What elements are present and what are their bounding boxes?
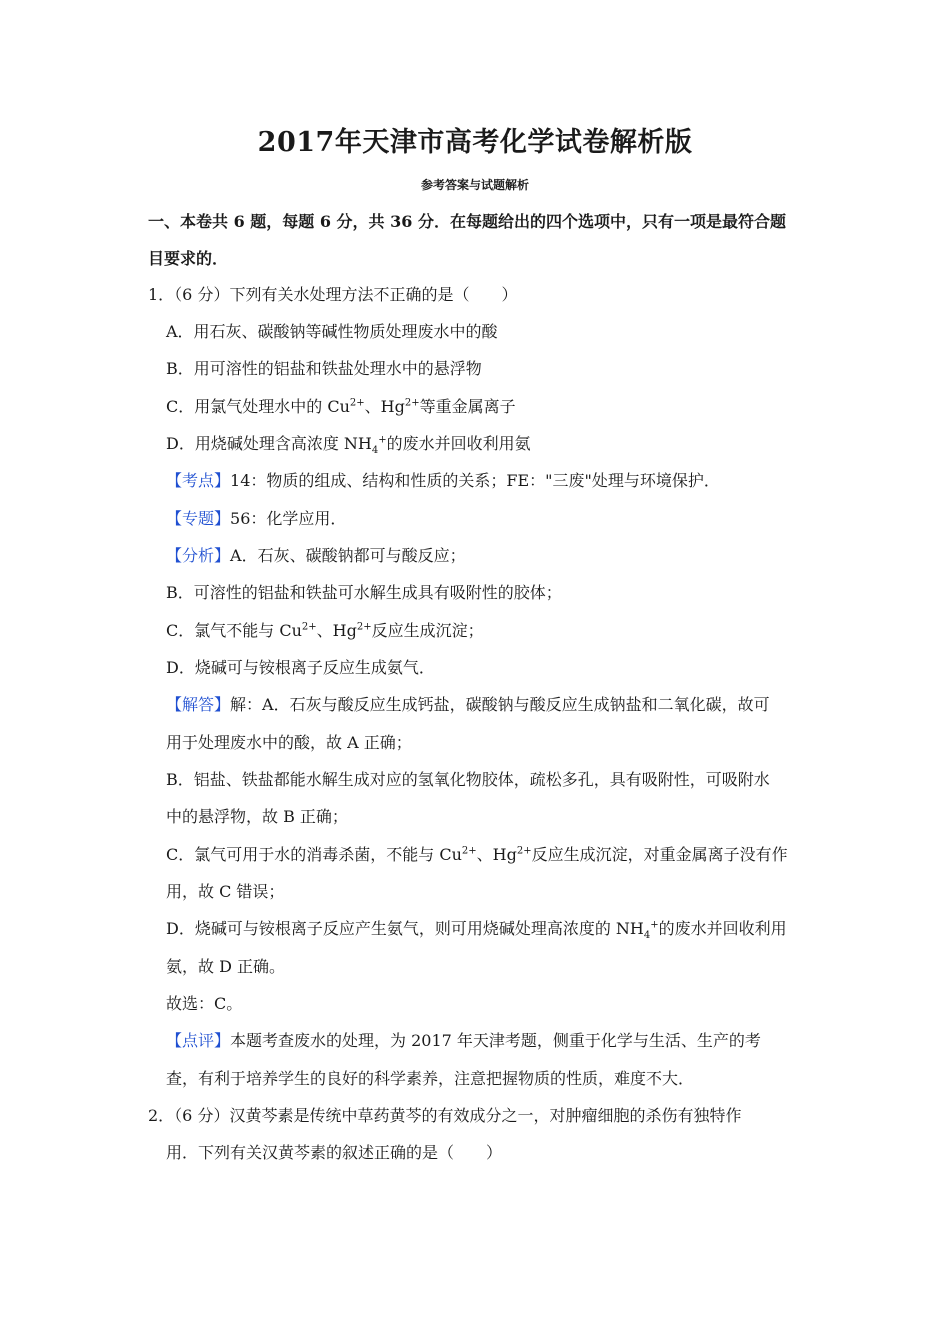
jieda-c1-text-3: 反应生成沉淀，对重金属离子没有作 [531, 845, 788, 864]
fenxi-c-text-1: C．氯气不能与 Cu [166, 621, 302, 640]
option-d-subscript: 4 [371, 445, 379, 457]
jieda-line-1 [166, 694, 770, 716]
jieda-c2: 用，故 C 错误； [166, 882, 285, 901]
jieda-d1-text-1: D．烧碱可与铵根离子反应产生氨气，则可用烧碱处理高浓度的 NH [166, 919, 644, 938]
kaodian-text: 14：物质的组成、结构和性质的关系；FE："三废"处理与环境保护． [230, 471, 720, 490]
option-d-text-2: 的废水并回收利用氨 [386, 434, 531, 453]
jieda-b1: B．铝盐、铁盐都能水解生成对应的氢氧化物胶体，疏松多孔，具有吸附性，可吸附水 [166, 770, 770, 789]
zhuanti-tag: 【专题】 [166, 509, 231, 528]
question-1-stem: 1．（6 分）下列有关水处理方法不正确的是（ ） [148, 285, 518, 304]
jieda-c1-text-2: 、Hg [476, 845, 517, 864]
option-c-text-1: C．用氯气处理水中的 Cu [166, 397, 350, 416]
document-title: 2017年天津市高考化学试卷解析版 [257, 127, 693, 158]
jieda-b2: 中的悬浮物，故 B 正确； [166, 807, 348, 826]
guxuan-line: 故选：C。 [166, 994, 243, 1013]
jieda-a1: 解：A．石灰与酸反应生成钙盐，碳酸钠与酸反应生成钠盐和二氧化碳，故可 [230, 695, 770, 714]
fenxi-c-text-2: 、Hg [316, 621, 357, 640]
fenxi-c-charge-1: 2+ [301, 621, 317, 633]
zhuanti-text: 56：化学应用． [230, 509, 347, 528]
kaodian-line [166, 470, 720, 492]
kaodian-tag: 【考点】 [166, 471, 231, 490]
fenxi-c [166, 620, 484, 642]
question-2-stem-1: 2．（6 分）汉黄芩素是传统中草药黄芩的有效成分之一，对肿瘤细胞的杀伤有独特作 [148, 1106, 742, 1125]
jieda-d2: 氨，故 D 正确。 [166, 957, 286, 976]
option-c-charge-1: 2+ [349, 397, 365, 409]
option-d-charge: + [378, 434, 387, 446]
jieda-d1-charge: + [650, 919, 659, 931]
jieda-c1-charge-2: 2+ [516, 845, 532, 857]
option-d-text-1: D．用烧碱处理含高浓度 NH [166, 434, 372, 453]
dianping-1: 本题考查废水的处理，为 2017 年天津考题，侧重于化学与生活、生产的考 [230, 1031, 761, 1050]
section-header-line-1: 一、本卷共 6 题，每题 6 分，共 36 分．在每题给出的四个选项中，只有一项是最符合题 [148, 212, 786, 231]
question-1-option-d [166, 433, 531, 455]
option-c-text-2: 、Hg [364, 397, 405, 416]
document-subtitle: 参考答案与试题解析 [420, 178, 529, 192]
fenxi-d: D．烧碱可与铵根离子反应生成氨气． [166, 658, 435, 677]
fenxi-line [166, 545, 466, 567]
dianping-tag: 【点评】 [166, 1031, 231, 1050]
dianping-2: 查，有利于培养学生的良好的科学素养，注意把握物质的性质，难度不大． [166, 1069, 695, 1088]
fenxi-a: A．石灰、碳酸钠都可与酸反应； [230, 546, 466, 565]
fenxi-b: B．可溶性的铝盐和铁盐可水解生成具有吸附性的胶体； [166, 583, 562, 602]
fenxi-c-text-3: 反应生成沉淀； [371, 621, 484, 640]
jieda-a2: 用于处理废水中的酸，故 A 正确； [166, 733, 412, 752]
jieda-c1-charge-1: 2+ [461, 845, 477, 857]
fenxi-c-charge-2: 2+ [356, 621, 372, 633]
jieda-c1-text-1: C．氯气可用于水的消毒杀菌，不能与 Cu [166, 845, 462, 864]
option-c-charge-2: 2+ [404, 397, 420, 409]
zhuanti-line [166, 508, 346, 530]
jieda-tag: 【解答】 [166, 695, 231, 714]
fenxi-tag: 【分析】 [166, 546, 231, 565]
section-header-line-2: 目要求的． [148, 249, 229, 268]
dianping-line-1 [166, 1030, 761, 1052]
option-c-text-3: 等重金属离子 [419, 397, 516, 416]
question-1-option-c [166, 396, 516, 418]
jieda-d1-text-2: 的废水并回收利用 [658, 919, 787, 938]
jieda-d1-subscript: 4 [643, 930, 651, 942]
question-1-option-b: B．用可溶性的铝盐和铁盐处理水中的悬浮物 [166, 359, 482, 378]
jieda-c1 [166, 844, 788, 866]
jieda-d1 [166, 918, 787, 940]
question-1-option-a: A．用石灰、碳酸钠等碱性物质处理废水中的酸 [166, 322, 498, 341]
question-2-stem-2: 用．下列有关汉黄芩素的叙述正确的是（ ） [166, 1143, 503, 1162]
